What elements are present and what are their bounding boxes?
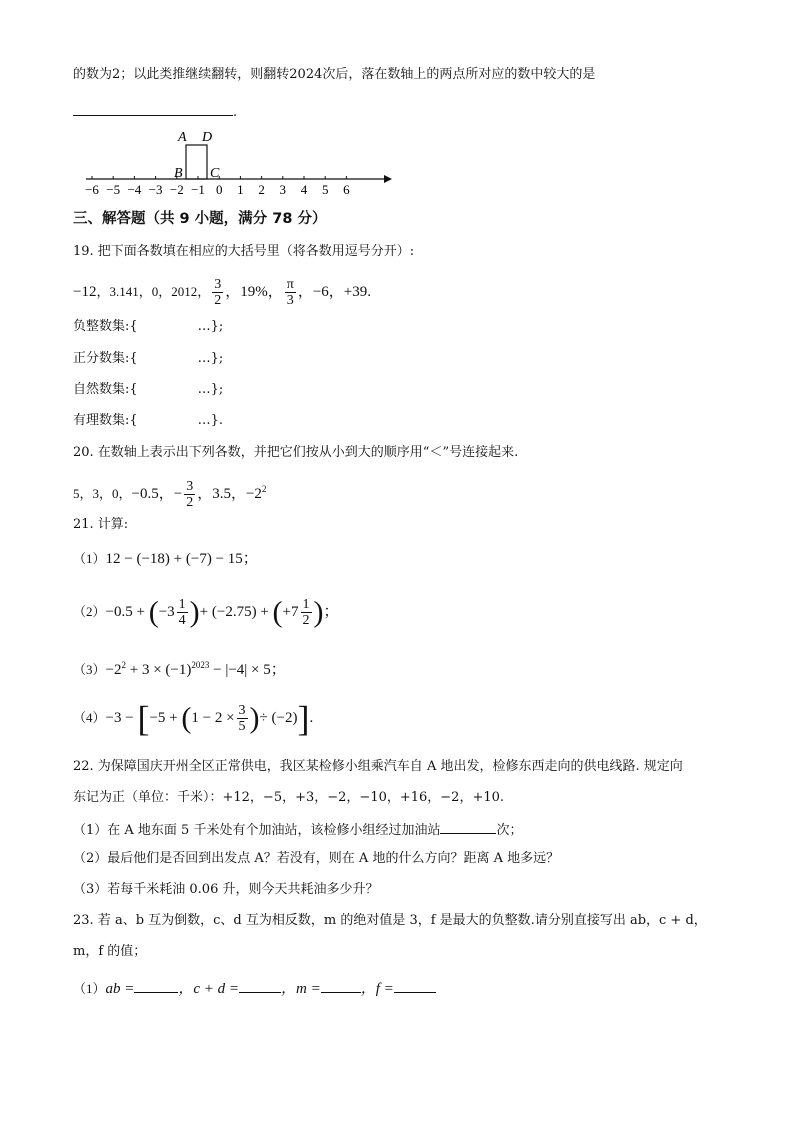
q19-stem: 19. 把下面各数填在相应的大括号里（将各数用逗号分开）: — [73, 244, 415, 259]
q21-part4: （4）−3 − [−5 + (1 − 2 × $\frac{3}{5}$ )÷ (−2)]. — [73, 698, 314, 739]
point-label-b: B — [174, 166, 183, 181]
fraction: $\frac{\pi}{3}$ — [286, 277, 294, 309]
q21-part3: $(3)-2^2 + 3 \times (-1)^{2023} - |-4| \times 5$； — [73, 660, 286, 678]
period: . — [233, 105, 238, 120]
set-row: 有理数集:{ …}. — [73, 413, 224, 428]
q23-stem: m，f 的值； — [73, 944, 147, 959]
answer-blank[interactable] — [321, 978, 361, 993]
q19-numbers — [73, 275, 371, 309]
q23-part1: （1）ab = ，c + d = ，m = ，f = — [73, 978, 436, 998]
fraction: $\frac{3}{2}$ — [214, 277, 222, 309]
q21-part2: （2）−0.5 + (−3 $\frac{1}{4}$ )+ (−2.75) + (+7 $\frac{1}{2}$ )； — [73, 595, 339, 629]
q21-part1: （1）12 − (−18) + (−7) − 15； — [73, 551, 258, 567]
q22-stem: 22. 为保障国庆开州全区正常供电，我区某检修小组乘汽车自 A 地出发，检修东西走向的供电线路. 规定向 — [73, 759, 683, 774]
answer-blank[interactable] — [134, 978, 178, 993]
tick-label: 1 — [237, 182, 244, 197]
answer-blank[interactable] — [73, 101, 233, 116]
tick-label: −5 — [106, 182, 121, 197]
point-label-c: C — [210, 166, 220, 181]
tick-label: −1 — [191, 182, 205, 197]
q20-numbers: 5，3，0，−0.5，− $\frac{3}{2}$ ，3.5，$-2^2$ — [73, 479, 267, 511]
tick-label: 2 — [258, 182, 265, 197]
q22-part2: （2）最后他们是否回到出发点 A？若没有，则在 A 地的什么方向？距离 A 地多远？ — [73, 851, 560, 866]
number: −12 — [73, 284, 97, 300]
set-row: 负整数集:{ …}; — [73, 319, 224, 334]
q21-stem: 21. 计算: — [73, 517, 129, 532]
number-list: ，−6，+39. — [297, 284, 371, 300]
q22-part1: （1）在 A 地东面 5 千米处有个加油站，该检修小组经过加油站 次； — [73, 819, 522, 840]
q22-stem: 东记为正（单位：千米）：+12，−5，+3，−2，−10，+16，−2，+10. — [73, 790, 505, 805]
q20-stem: 20. 在数轴上表示出下列各数，并把它们按从小到大的顺序用“＜”号连接起来. — [73, 445, 519, 460]
tick-label: −4 — [127, 182, 142, 197]
q23-stem: 23. 若 a、b 互为倒数，c、d 互为相反数，m 的绝对值是 3，f 是最大的负整数.请分别直接写出 ab，c + d， — [73, 913, 707, 928]
answer-blank[interactable] — [239, 978, 281, 993]
section-title: 三、解答题（共 9 小题，满分 78 分） — [73, 211, 327, 227]
tick-label: 3 — [279, 182, 287, 197]
tick-label: 0 — [215, 182, 223, 197]
answer-blank[interactable] — [394, 978, 436, 993]
square-shape — [186, 145, 207, 179]
tick-label: 6 — [343, 182, 350, 197]
number-line-figure — [82, 125, 394, 197]
answer-line — [73, 101, 237, 122]
answer-blank[interactable] — [440, 819, 496, 834]
number-list: ，3.141，0，2012， — [96, 284, 211, 299]
tick-label: −6 — [85, 182, 99, 197]
tick-label: −3 — [148, 182, 163, 197]
text-line: 的数为2；以此类推继续翻转，则翻转2024次后，落在数轴上的两点所对应的数中较大的是 — [73, 67, 596, 82]
q22-part3: （3）若每千米耗油 0.06 升，则今天共耗油多少升？ — [73, 882, 379, 897]
set-row: 自然数集:{ …}; — [73, 382, 224, 397]
number: ，19%， — [225, 284, 283, 300]
set-row: 正分数集:{ …}; — [73, 351, 224, 366]
tick-label: −2 — [169, 182, 184, 197]
axis-arrow-icon — [384, 175, 392, 183]
point-label-d: D — [202, 130, 213, 145]
tick-label: 4 — [300, 182, 308, 197]
point-label-a: A — [178, 130, 187, 145]
tick-label: 5 — [321, 182, 329, 197]
